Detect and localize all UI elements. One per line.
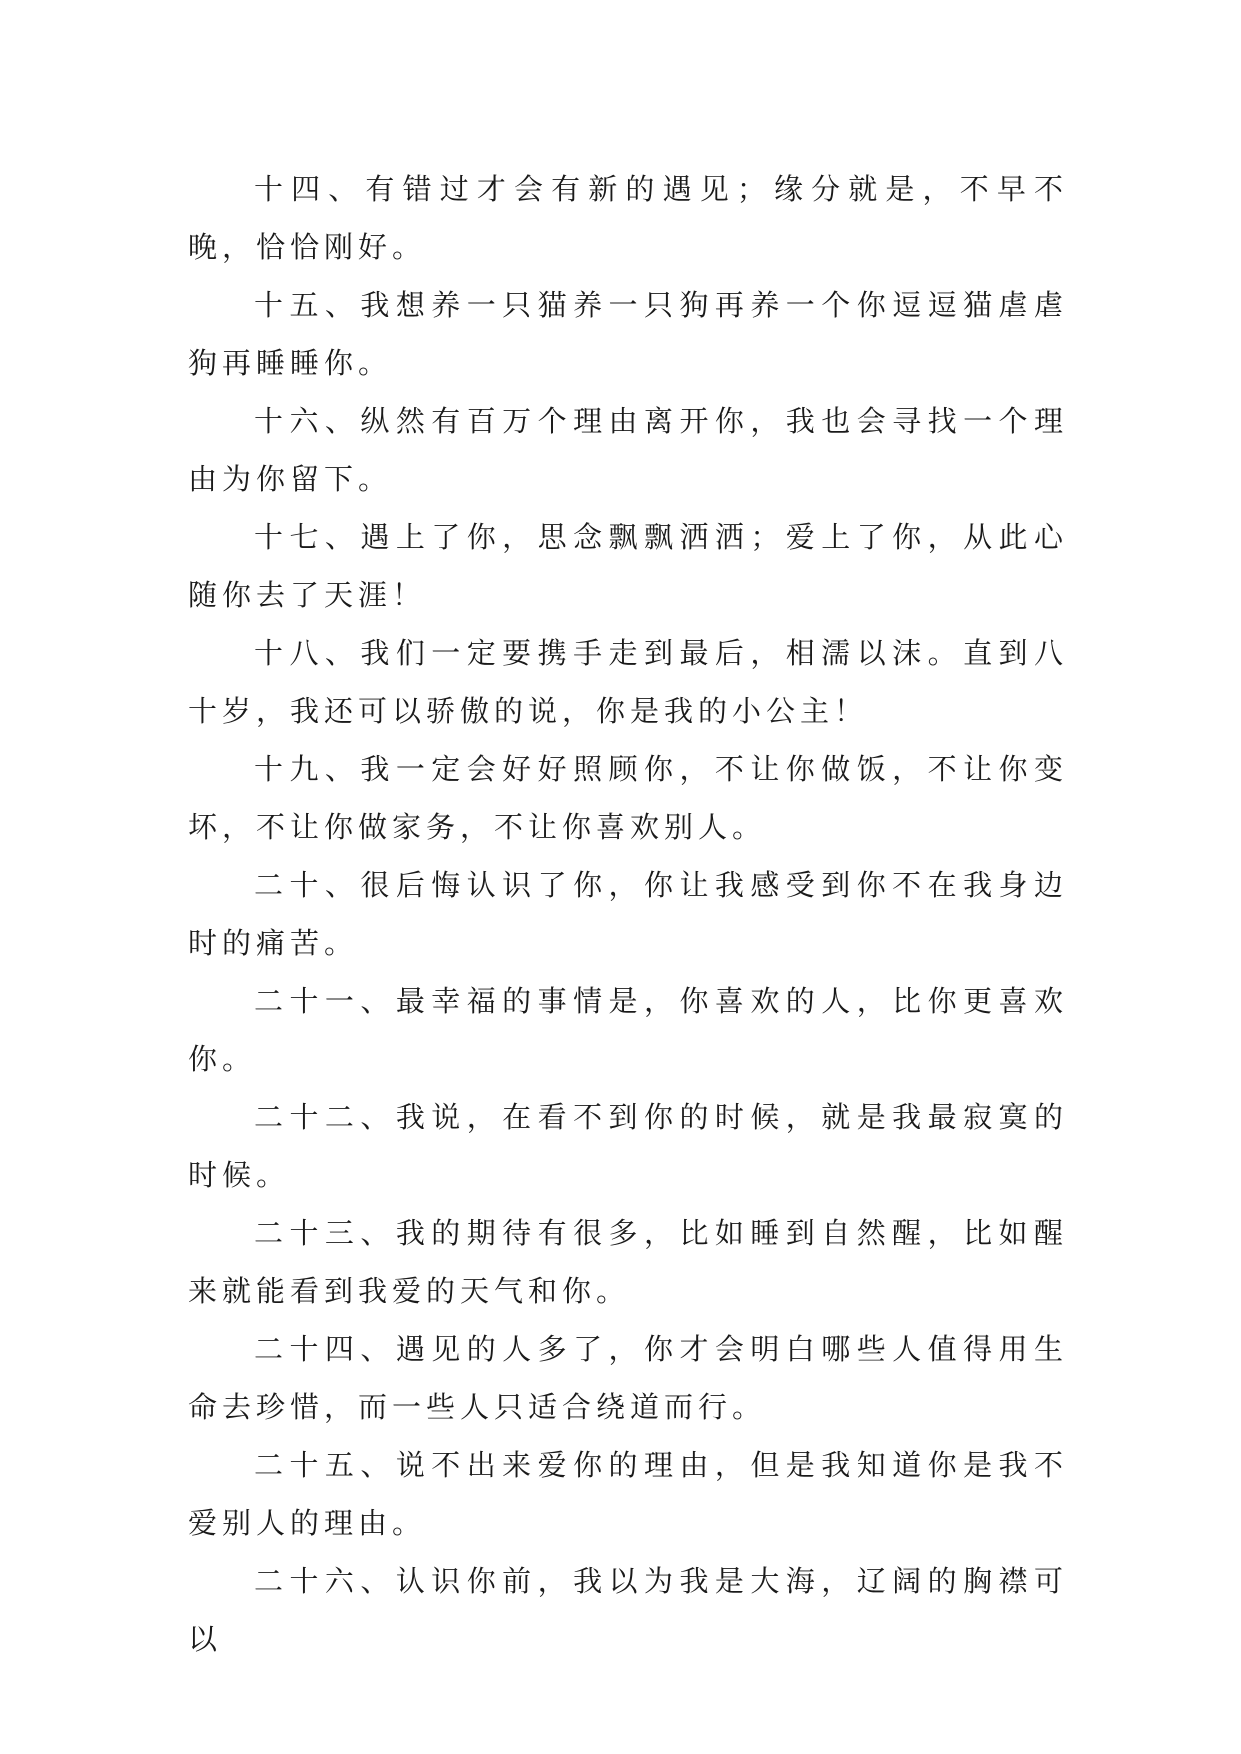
paragraph-18: 十八、我们一定要携手走到最后，相濡以沫。直到八十岁，我还可以骄傲的说，你是我的小公主！ [188, 636, 1068, 728]
paragraph-26: 二十六、认识你前，我以为我是大海，辽阔的胸襟可以 [188, 1564, 1068, 1656]
document-body [188, 160, 1068, 1668]
paragraph-19: 十九、我一定会好好照顾你，不让你做饭，不让你变坏，不让你做家务，不让你喜欢别人。 [188, 752, 1068, 844]
paragraph-14: 十四、有错过才会有新的遇见；缘分就是，不早不晚，恰恰刚好。 [188, 172, 1068, 264]
paragraph-23: 二十三、我的期待有很多，比如睡到自然醒，比如醒来就能看到我爱的天气和你。 [188, 1216, 1068, 1308]
paragraph-17: 十七、遇上了你，思念飘飘洒洒；爱上了你，从此心随你去了天涯！ [188, 520, 1068, 612]
paragraph-16: 十六、纵然有百万个理由离开你，我也会寻找一个理由为你留下。 [188, 404, 1068, 496]
paragraph-24: 二十四、遇见的人多了，你才会明白哪些人值得用生命去珍惜，而一些人只适合绕道而行。 [188, 1332, 1068, 1424]
paragraph-20: 二十、很后悔认识了你，你让我感受到你不在我身边时的痛苦。 [188, 868, 1068, 960]
paragraph-21: 二十一、最幸福的事情是，你喜欢的人，比你更喜欢你。 [188, 984, 1068, 1076]
paragraph-22: 二十二、我说，在看不到你的时候，就是我最寂寞的时候。 [188, 1100, 1068, 1192]
paragraph-25: 二十五、说不出来爱你的理由，但是我知道你是我不爱别人的理由。 [188, 1448, 1068, 1540]
paragraph-15: 十五、我想养一只猫养一只狗再养一个你逗逗猫虐虐狗再睡睡你。 [188, 288, 1068, 380]
